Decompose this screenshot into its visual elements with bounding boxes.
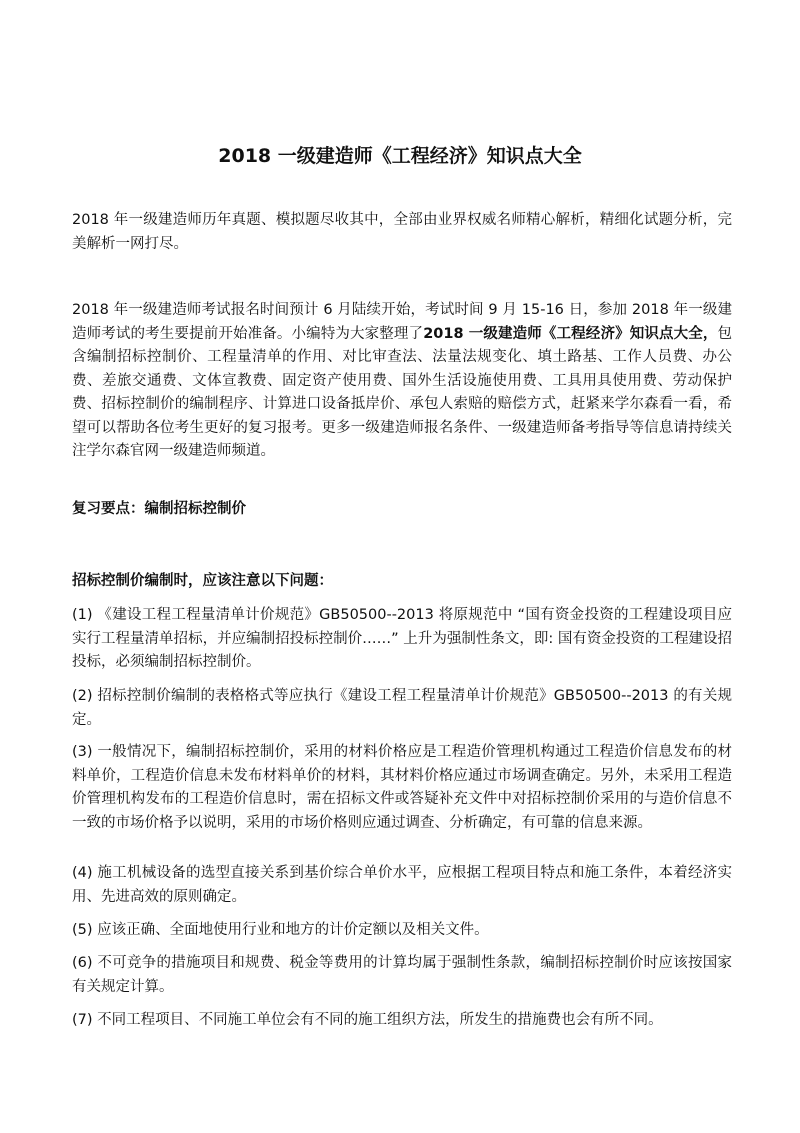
list-item: (3) 一般情况下，编制招标控制价，采用的材料价格应是工程造价管理机构通过工程造价信息发布的材料单价，工程造价信息未发布材料单价的材料，其材料价格应通过市场调查确定。另外，未采用工程造价管理机构发布的工程造价信息时，需在招标文件或答疑补充文件中对招标控制价采用的与造价信息不一致的市场价格予以说明，采用的市场价格则应通过调查、分析确定，有可靠的信息来源。 — [72, 744, 732, 831]
list-item: (7) 不同工程项目、不同施工单位会有不同的施工组织方法，所发生的措施费也会有所不同。 — [72, 1012, 663, 1028]
intro-paragraph: 2018 年一级建造师历年真题、模拟题尽收其中，全部由业界权威名师精心解析，精细化试题分析，完美解析一网打尽。 — [72, 212, 732, 252]
exam-info-bold-title: 2018 一级建造师《工程经济》知识点大全， — [423, 325, 718, 342]
review-heading: 复习要点：编制招标控制价 — [72, 501, 246, 517]
exam-info-text-start: 2018 年一级建造师考试报名时间预计 6 月陆续开始，考试时间 9 月 15-16 日，参加 2018 年一级建造师考试的考生要提前开始准备。小编特为大家整理了 — [72, 302, 732, 342]
exam-info-paragraph — [72, 299, 732, 464]
document-title: 2018 一级建造师《工程经济》知识点大全 — [218, 145, 582, 167]
list-item: (6) 不可竞争的措施项目和规费、税金等费用的计算均属于强制性条款，编制招标控制价时应该按国家有关规定计算。 — [72, 955, 732, 995]
list-item: (1) 《建设工程工程量清单计价规范》GB50500--2013 将原规范中 “国有资金投资的工程建设项目应实行工程量清单招标，并应编制招投标控制价……” 上升为强制性条文，即: 国有资金投资的工程建设招投标，必须编制招标控制价。 — [72, 607, 732, 670]
list-item: (4) 施工机械设备的选型直接关系到基价综合单价水平，应根据工程项目特点和施工条件，本着经济实用、先进高效的原则确定。 — [72, 865, 732, 905]
notice-heading: 招标控制价编制时，应该注意以下问题： — [72, 573, 333, 589]
exam-info-text-end: 包含编制招标控制价、工程量清单的作用、对比审查法、法量法规变化、填土路基、工作人员费、办公费、差旅交通费、文体宣教费、固定资产使用费、国外生活设施使用费、工具用具使用费、劳动保护费、招标控制价的编制程序、计算进口设备抵岸价、承包人索赔的赔偿方式，赶紧来学尔森看一看，希望可以帮助各位考生更好的复习报考。更多一级建造师报名条件、一级建造师备考指导等信息请持续关注学尔森官网一级建造师频道。 — [72, 325, 733, 459]
list-item: (5) 应该正确、全面地使用行业和地方的计价定额以及相关文件。 — [72, 922, 489, 938]
list-item: (2) 招标控制价编制的表格格式等应执行《建设工程工程量清单计价规范》GB50500--2013 的有关规定。 — [72, 688, 732, 728]
